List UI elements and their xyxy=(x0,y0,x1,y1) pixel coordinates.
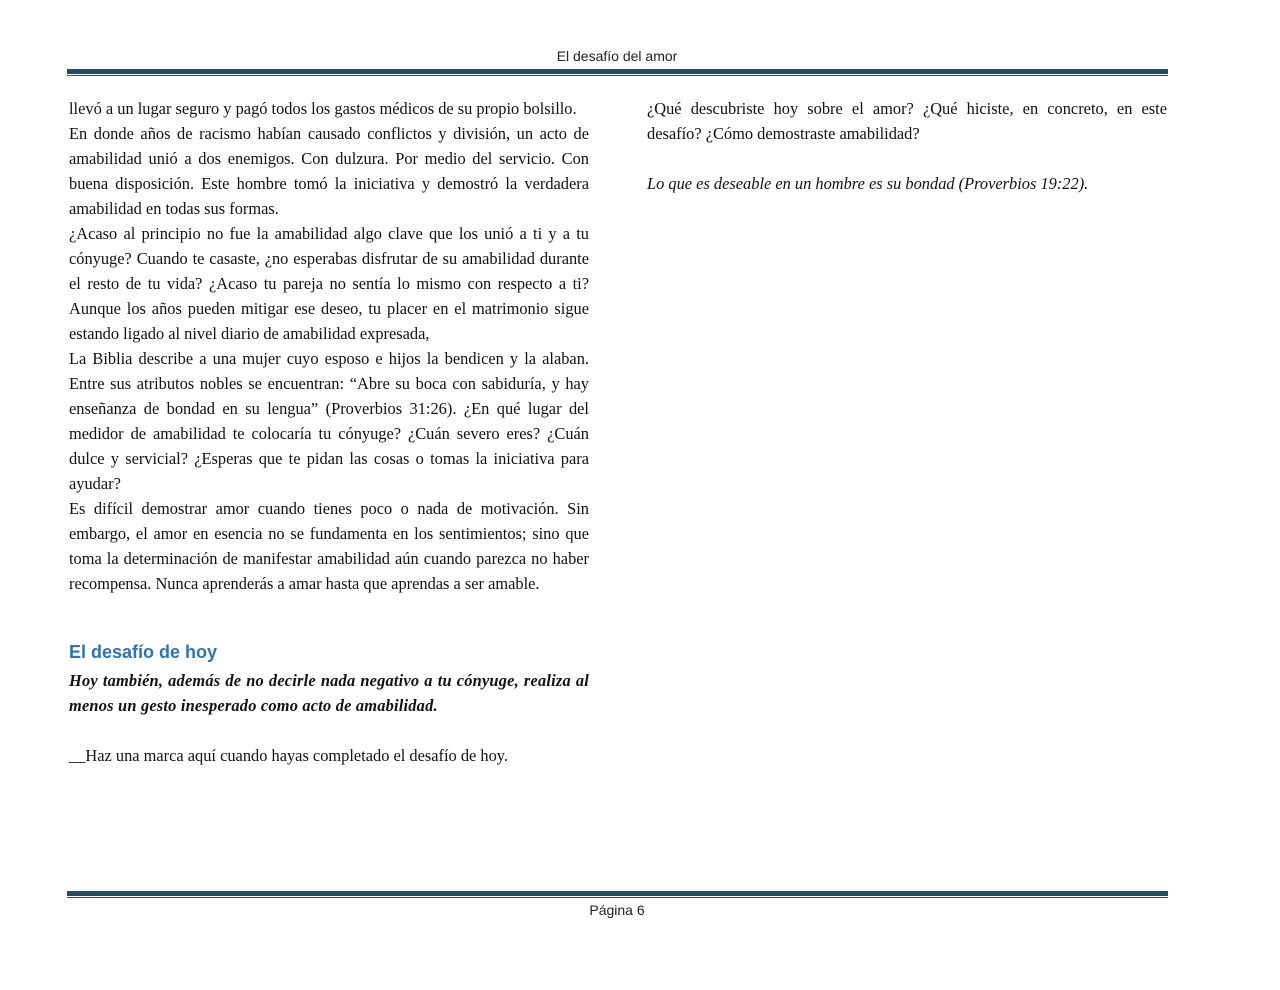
left-column xyxy=(69,96,589,768)
body-paragraph: Es difícil demostrar amor cuando tienes poco o nada de motivación. Sin embargo, el amor en esencia no se fundamenta en los sentimientos; sino que toma la determinación de manifestar amabilidad aún cuando parezca no haber recompensa. Nunca aprenderás a amar hasta que aprendas a ser amable. xyxy=(69,499,589,593)
page-header-title: El desafío del amor xyxy=(556,48,678,64)
completion-checkmark-line: __Haz una marca aquí cuando hayas completado el desafío de hoy. xyxy=(69,746,509,765)
body-paragraph: llevó a un lugar seguro y pagó todos los gastos médicos de su propio bolsillo. xyxy=(69,99,577,118)
header-rule-thin xyxy=(67,75,1168,76)
footer-rule-thin xyxy=(67,897,1168,898)
scripture-quote: Lo que es deseable en un hombre es su bondad (Proverbios 19:22). xyxy=(647,174,1089,193)
body-paragraph: ¿Acaso al principio no fue la amabilidad algo clave que los unió a ti y a tu cónyuge? Cuando te casaste, ¿no esperabas disfrutar de su amabilidad durante el resto de tu vida? ¿Acaso tu pareja no sentía lo mismo con respecto a ti? Aunque los años pueden mitigar ese deseo, tu placer en el matrimonio sigue estando ligado al nivel diario de amabilidad expresada, xyxy=(69,224,589,343)
section-heading-todays-challenge: El desafío de hoy xyxy=(69,642,218,662)
body-paragraph: La Biblia describe a una mujer cuyo esposo e hijos la bendicen y la alaban. Entre sus atributos nobles se encuentran: “Abre su boca con sabiduría, y hay enseñanza de bondad en su lengua” (Proverbios 31:26). ¿En qué lugar del medidor de amabilidad te colocaría tu cónyuge? ¿Cuán severo eres? ¿Cuán dulce y servicial? ¿Esperas que te pidan las cosas o tomas la iniciativa para ayudar? xyxy=(69,349,589,493)
header-rule-thick xyxy=(67,69,1168,74)
challenge-text: Hoy también, además de no decirle nada negativo a tu cónyuge, realiza al menos un gesto inesperado como acto de amabilidad. xyxy=(69,671,589,715)
page-number: Página 6 xyxy=(589,902,645,918)
footer-rule-thick xyxy=(67,891,1168,896)
body-paragraph: En donde años de racismo habían causado conflictos y división, un acto de amabilidad unió a dos enemigos. Con dulzura. Por medio del servicio. Con buena disposición. Este hombre tomó la iniciativa y demostró la verdadera amabilidad en todas sus formas. xyxy=(69,124,589,218)
right-column xyxy=(647,96,1167,196)
reflection-question: ¿Qué descubriste hoy sobre el amor? ¿Qué hiciste, en concreto, en este desafío? ¿Cómo demostraste amabilidad? xyxy=(647,99,1167,143)
